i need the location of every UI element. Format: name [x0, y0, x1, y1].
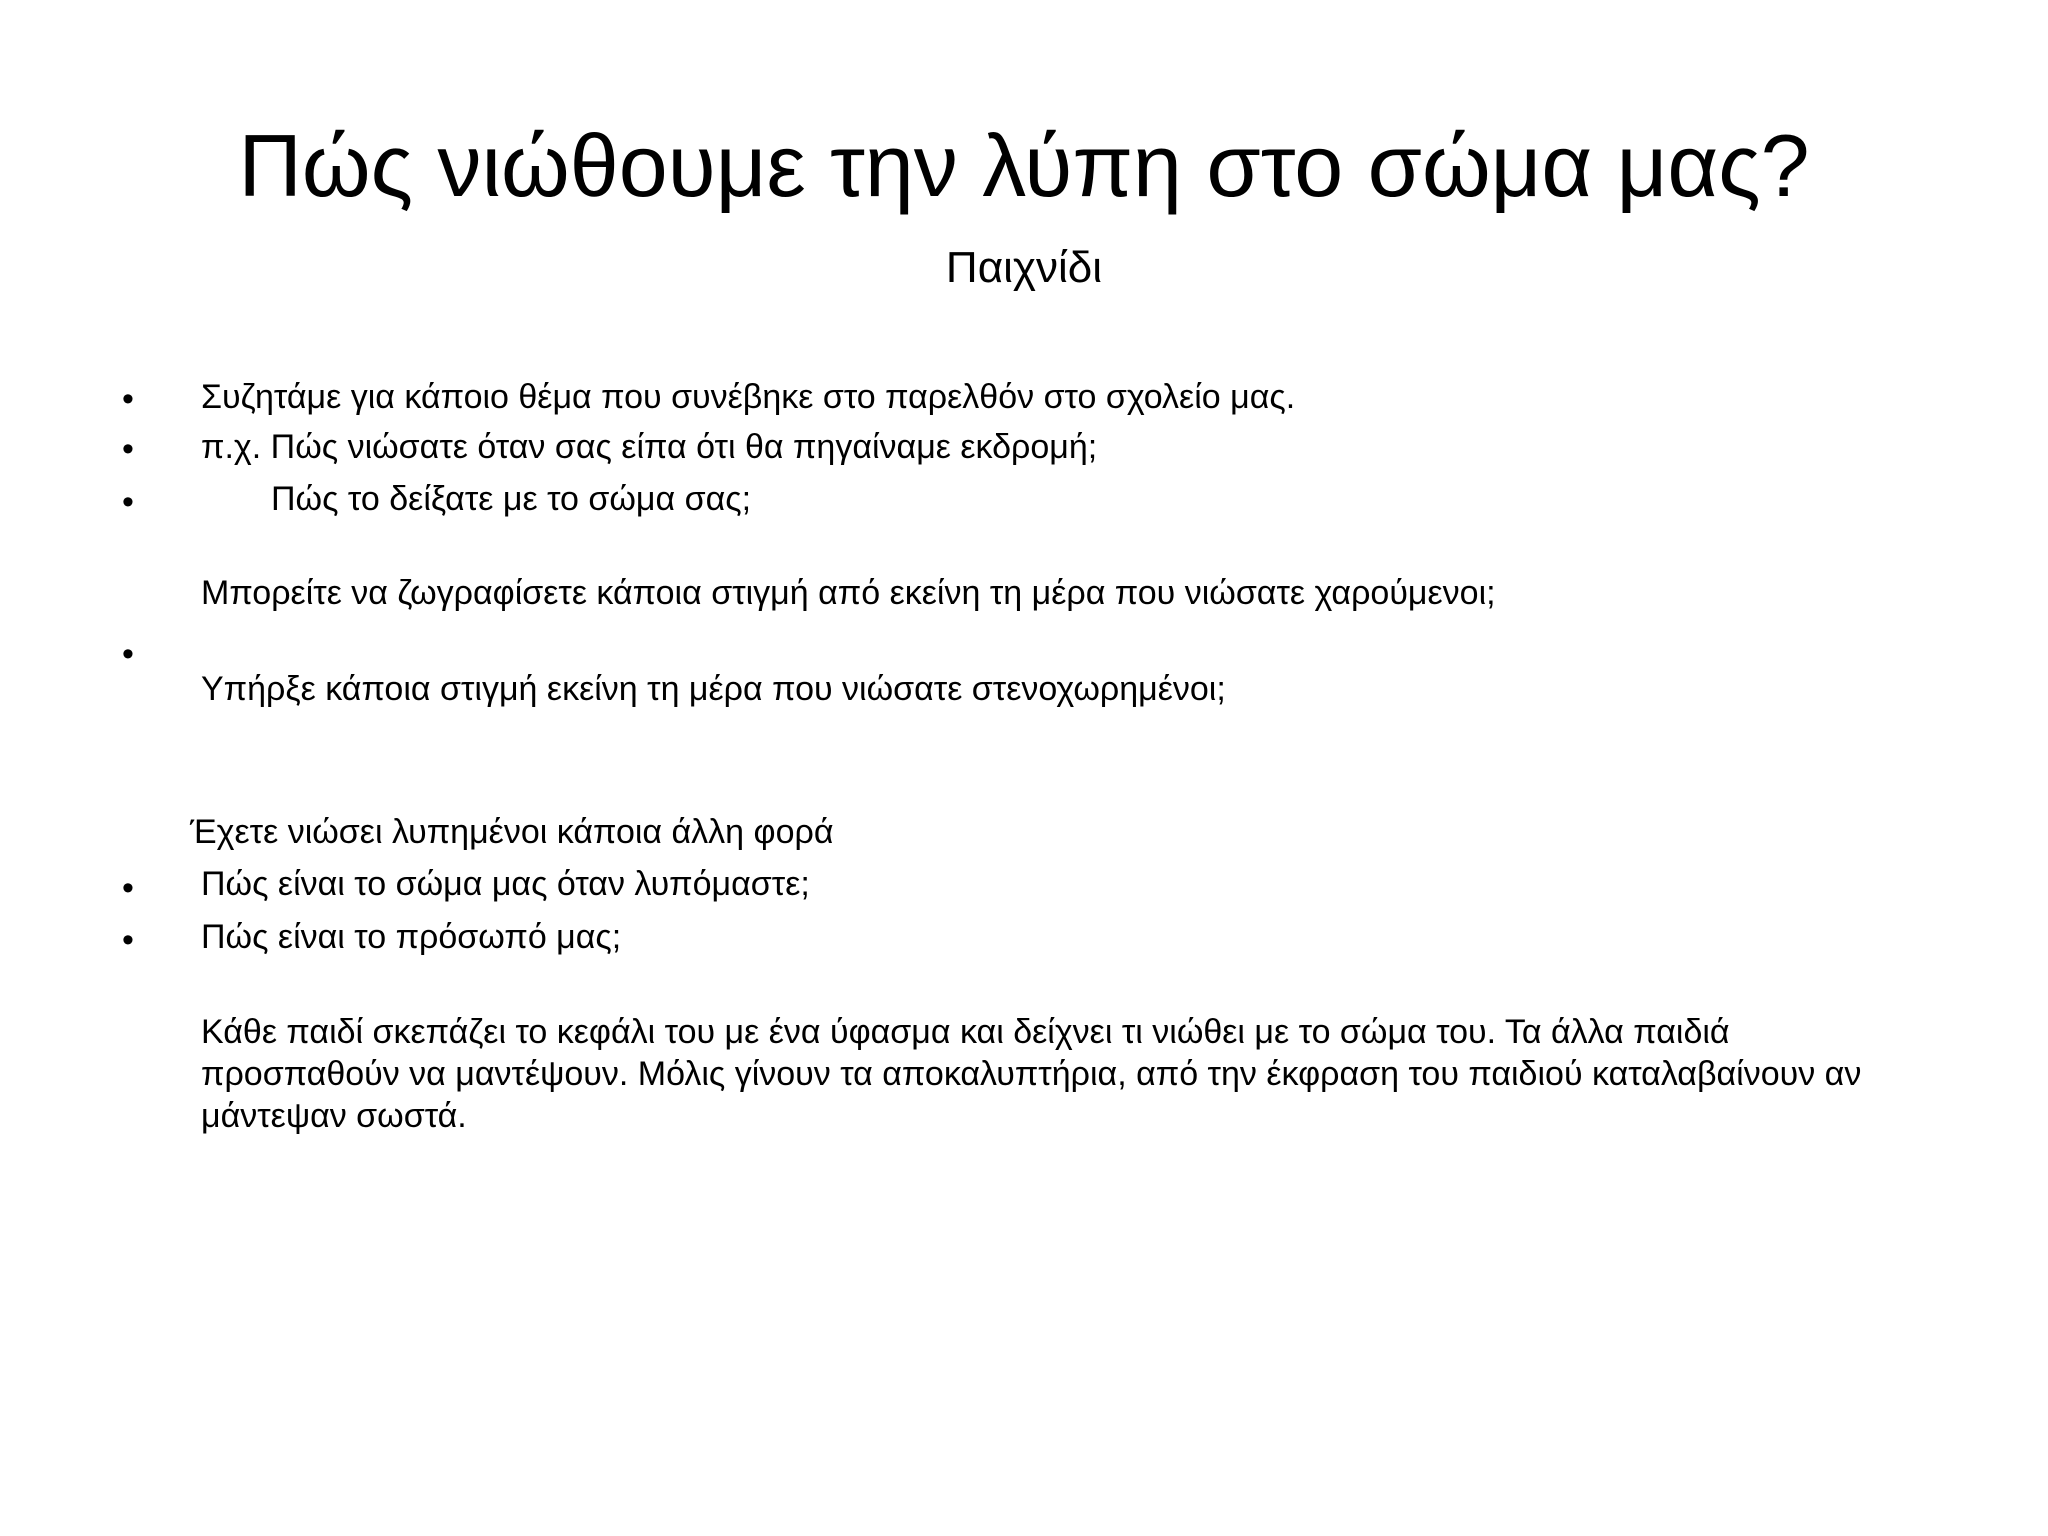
bullet-4: •	[122, 635, 134, 673]
bullet-1: •	[122, 380, 134, 418]
line-7: Πώς είναι το σώμα μας όταν λυπόμαστε;	[201, 865, 810, 903]
slide-title: Πώς νιώθουμε την λύπη στο σώμα μας?	[238, 116, 1810, 215]
line-6: Έχετε νιώσει λυπημένοι κάποια άλλη φορά	[190, 813, 834, 851]
slide-subtitle: Παιχνίδι	[945, 243, 1103, 292]
line-1: Συζητάμε για κάποιο θέμα που συνέβηκε στο παρελθόν στο σχολείο μας.	[201, 378, 1296, 416]
bullet-6: •	[122, 921, 134, 959]
line-4: Μπορείτε να ζωγραφίσετε κάποια στιγμή από εκείνη τη μέρα που νιώσατε χαρούμενοι;	[201, 574, 1496, 612]
line-3: Πώς το δείξατε με το σώμα σας;	[271, 480, 752, 518]
line-8: Πώς είναι το πρόσωπό μας;	[201, 918, 622, 956]
bullet-5: •	[122, 869, 134, 907]
line-5: Υπήρξε κάποια στιγμή εκείνη τη μέρα που νιώσατε στενοχωρημένοι;	[201, 670, 1226, 708]
bullet-2: •	[122, 430, 134, 468]
bullet-3: •	[122, 483, 134, 521]
game-description: Κάθε παιδί σκεπάζει το κεφάλι του με ένα ύφασμα και δείχνει τι νιώθει με το σώμα του. Τα άλλα παιδιά προσπαθούν να μαντέψουν. Μόλις γίνουν τα αποκαλυπτήρια, από την έκφραση του παιδιού καταλαβαίνουν αν μάντεψαν σωστά.	[201, 1013, 1862, 1135]
line-2: π.χ. Πώς νιώσατε όταν σας είπα ότι θα πηγαίναμε εκδρομή;	[201, 428, 1098, 466]
